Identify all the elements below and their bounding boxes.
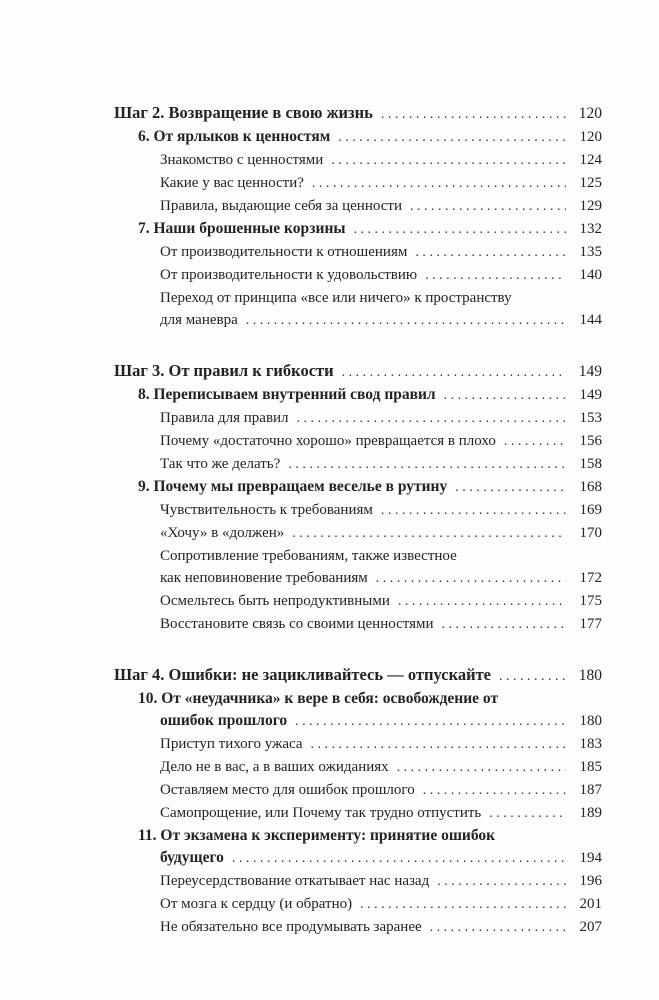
dot-leader — [410, 196, 566, 218]
page-number: 153 — [579, 410, 602, 426]
table-of-contents — [114, 102, 602, 939]
page-number: 132 — [579, 221, 602, 237]
dot-leader — [455, 477, 566, 499]
toc-entry — [160, 195, 602, 218]
toc-entry — [160, 802, 602, 825]
toc-entry-title: 9. Почему мы превращаем веселье в рутину — [138, 478, 448, 495]
toc-entry-row — [138, 847, 602, 870]
toc-entry-row — [138, 710, 602, 733]
toc-entry — [114, 360, 602, 384]
toc-entry — [160, 916, 602, 939]
toc-entry-title: 11. От экзамена к эксперименту: принятие ошибок — [138, 827, 496, 844]
toc-entry — [160, 264, 602, 287]
toc-entry — [114, 664, 602, 688]
toc-entry-row — [114, 664, 602, 688]
toc-entry-title: Шаг 2. Возвращение в свою жизнь — [114, 103, 373, 122]
toc-entry-row — [160, 453, 602, 476]
dot-leader — [398, 591, 566, 613]
toc-entry — [160, 870, 602, 893]
dot-leader — [312, 173, 566, 195]
page-number: 201 — [579, 896, 602, 912]
page-number: 135 — [579, 244, 602, 260]
toc-entry-row — [160, 172, 602, 195]
toc-entry-row — [160, 802, 602, 825]
toc-entry-row — [138, 218, 602, 241]
toc-entry — [160, 522, 602, 545]
page-number: 185 — [579, 759, 602, 775]
dot-leader — [353, 219, 566, 241]
toc-entry — [138, 218, 602, 241]
toc-entry — [114, 102, 602, 126]
dot-leader — [499, 666, 566, 688]
toc-entry — [138, 126, 602, 149]
toc-entry-row — [160, 893, 602, 916]
page-number: 169 — [579, 502, 602, 518]
dot-leader — [504, 431, 566, 453]
dot-leader — [338, 127, 566, 149]
page-number: 120 — [578, 105, 602, 122]
dot-leader — [342, 362, 566, 384]
toc-entry — [160, 407, 602, 430]
toc-entry-row — [160, 241, 602, 264]
page-number: 156 — [579, 433, 602, 449]
toc-entry-title: «Хочу» в «должен» — [160, 525, 285, 541]
toc-entry — [138, 476, 602, 499]
toc-entry — [160, 499, 602, 522]
toc-entry-row — [160, 499, 602, 522]
page-number: 149 — [578, 363, 602, 380]
toc-entry-title: Правила для правил — [160, 410, 289, 426]
dot-leader — [232, 848, 566, 870]
dot-leader — [295, 711, 566, 733]
toc-entry-row — [160, 756, 602, 779]
toc-entry — [160, 149, 602, 172]
toc-entry-row — [160, 264, 602, 287]
page-number: 189 — [579, 805, 602, 821]
dot-leader — [246, 310, 566, 332]
toc-entry-title: Чувствительность к требованиям — [160, 502, 373, 518]
page-number: 149 — [579, 387, 602, 403]
toc-entry-title: От производительности к отношениям — [160, 244, 408, 260]
toc-entry-title: 8. Переписываем внутренний свод правил — [138, 386, 436, 403]
toc-entry — [160, 733, 602, 756]
dot-leader — [381, 500, 566, 522]
toc-entry-title: 7. Наши брошенные корзины — [138, 220, 346, 237]
toc-entry — [160, 545, 602, 590]
toc-entry-row — [114, 360, 602, 384]
dot-leader — [489, 803, 566, 825]
toc-entry-title-continuation: для маневра — [160, 312, 238, 328]
toc-entry-title: Дело не в вас, а в ваших ожиданиях — [160, 759, 389, 775]
dot-leader — [437, 871, 566, 893]
toc-entry-row — [138, 384, 602, 407]
toc-entry — [160, 241, 602, 264]
toc-entry-row — [138, 476, 602, 499]
toc-entry-title: От мозга к сердцу (и обратно) — [160, 896, 353, 912]
page-number: 194 — [579, 850, 602, 866]
page-number: 183 — [579, 736, 602, 752]
dot-leader — [397, 757, 566, 779]
dot-leader — [288, 454, 566, 476]
dot-leader — [311, 734, 566, 756]
toc-entry-title: Знакомство с ценностями — [160, 152, 324, 168]
page-number: 170 — [579, 525, 602, 541]
toc-entry-title: Восстановите связь со своими ценностями — [160, 616, 434, 632]
toc-entry-title: Шаг 4. Ошибки: не зацикливайтесь — отпускайте — [114, 665, 492, 684]
toc-entry-row — [114, 102, 602, 126]
page-number: 124 — [579, 152, 602, 168]
toc-entry-row — [160, 733, 602, 756]
toc-entry — [160, 756, 602, 779]
dot-leader — [442, 614, 566, 636]
toc-entry-row — [138, 126, 602, 149]
toc-entry — [160, 172, 602, 195]
page-number: 144 — [579, 312, 602, 328]
page-number: 140 — [579, 267, 602, 283]
dot-leader — [444, 385, 566, 407]
dot-leader — [425, 265, 566, 287]
toc-entry-row — [160, 309, 602, 332]
toc-entry-title: Сопротивление требованиям, также известное — [160, 548, 457, 564]
dot-leader — [415, 242, 566, 264]
toc-entry-row — [160, 149, 602, 172]
toc-entry — [160, 893, 602, 916]
dot-leader — [331, 150, 566, 172]
toc-entry-title: 10. От «неудачника» к вере в себя: освобождение от — [138, 690, 499, 707]
page-number: 177 — [579, 616, 602, 632]
toc-entry-title: Какие у вас ценности? — [160, 175, 304, 191]
toc-entry — [160, 779, 602, 802]
toc-entry-title: От производительности к удовольствию — [160, 267, 418, 283]
toc-entry-row — [160, 407, 602, 430]
page-number: 129 — [579, 198, 602, 214]
page-number: 196 — [579, 873, 602, 889]
toc-entry-title-continuation: ошибок прошлого — [160, 712, 288, 729]
dot-leader — [376, 568, 566, 590]
toc-entry-row — [160, 567, 602, 590]
toc-entry-title: Правила, выдающие себя за ценности — [160, 198, 402, 214]
toc-entry-title: Почему «достаточно хорошо» превращается в плохо — [160, 433, 496, 449]
toc-entry-title: Шаг 3. От правил к гибкости — [114, 361, 334, 380]
page-number: 175 — [579, 593, 602, 609]
page-number: 180 — [579, 713, 602, 729]
dot-leader — [381, 104, 566, 126]
toc-entry-title: Переусердствование откатывает нас назад — [160, 873, 430, 889]
page-number: 125 — [579, 175, 602, 191]
toc-entry-title-continuation: как неповиновение требованиям — [160, 570, 368, 586]
toc-entry — [160, 287, 602, 332]
page-number: 180 — [578, 667, 602, 684]
dot-leader — [430, 917, 566, 939]
toc-entry-row — [160, 779, 602, 802]
page-number: 207 — [579, 919, 602, 935]
dot-leader — [423, 780, 566, 802]
toc-entry — [138, 384, 602, 407]
toc-entry-title: Так что же делать? — [160, 456, 281, 472]
toc-entry-row — [160, 430, 602, 453]
page-number: 187 — [579, 782, 602, 798]
toc-entry — [160, 430, 602, 453]
toc-entry-title-continuation: будущего — [160, 849, 224, 866]
toc-entry-title: Оставляем место для ошибок прошлого — [160, 782, 415, 798]
toc-entry-row — [160, 522, 602, 545]
toc-entry — [138, 688, 602, 733]
toc-entry-row — [160, 590, 602, 613]
toc-entry — [160, 590, 602, 613]
toc-entry-title: Осмельтесь быть непродуктивными — [160, 593, 390, 609]
dot-leader — [360, 894, 566, 916]
page-number: 168 — [579, 479, 602, 495]
toc-entry — [160, 453, 602, 476]
toc-entry-title: Приступ тихого ужаса — [160, 736, 303, 752]
toc-entry-row — [160, 916, 602, 939]
toc-entry — [138, 825, 602, 870]
toc-entry-row — [160, 613, 602, 636]
toc-entry-title: Самопрощение, или Почему так трудно отпустить — [160, 805, 482, 821]
dot-leader — [297, 408, 566, 430]
toc-entry-title: Не обязательно все продумывать заранее — [160, 919, 422, 935]
toc-entry-title: Переход от принципа «все или ничего» к пространству — [160, 290, 512, 306]
toc-entry-title: 6. От ярлыков к ценностям — [138, 128, 331, 145]
toc-entry-row — [160, 195, 602, 218]
toc-entry — [160, 613, 602, 636]
toc-entry-row — [160, 870, 602, 893]
page-number: 158 — [579, 456, 602, 472]
dot-leader — [292, 523, 566, 545]
page-number: 172 — [579, 570, 602, 586]
page-number: 120 — [579, 129, 602, 145]
